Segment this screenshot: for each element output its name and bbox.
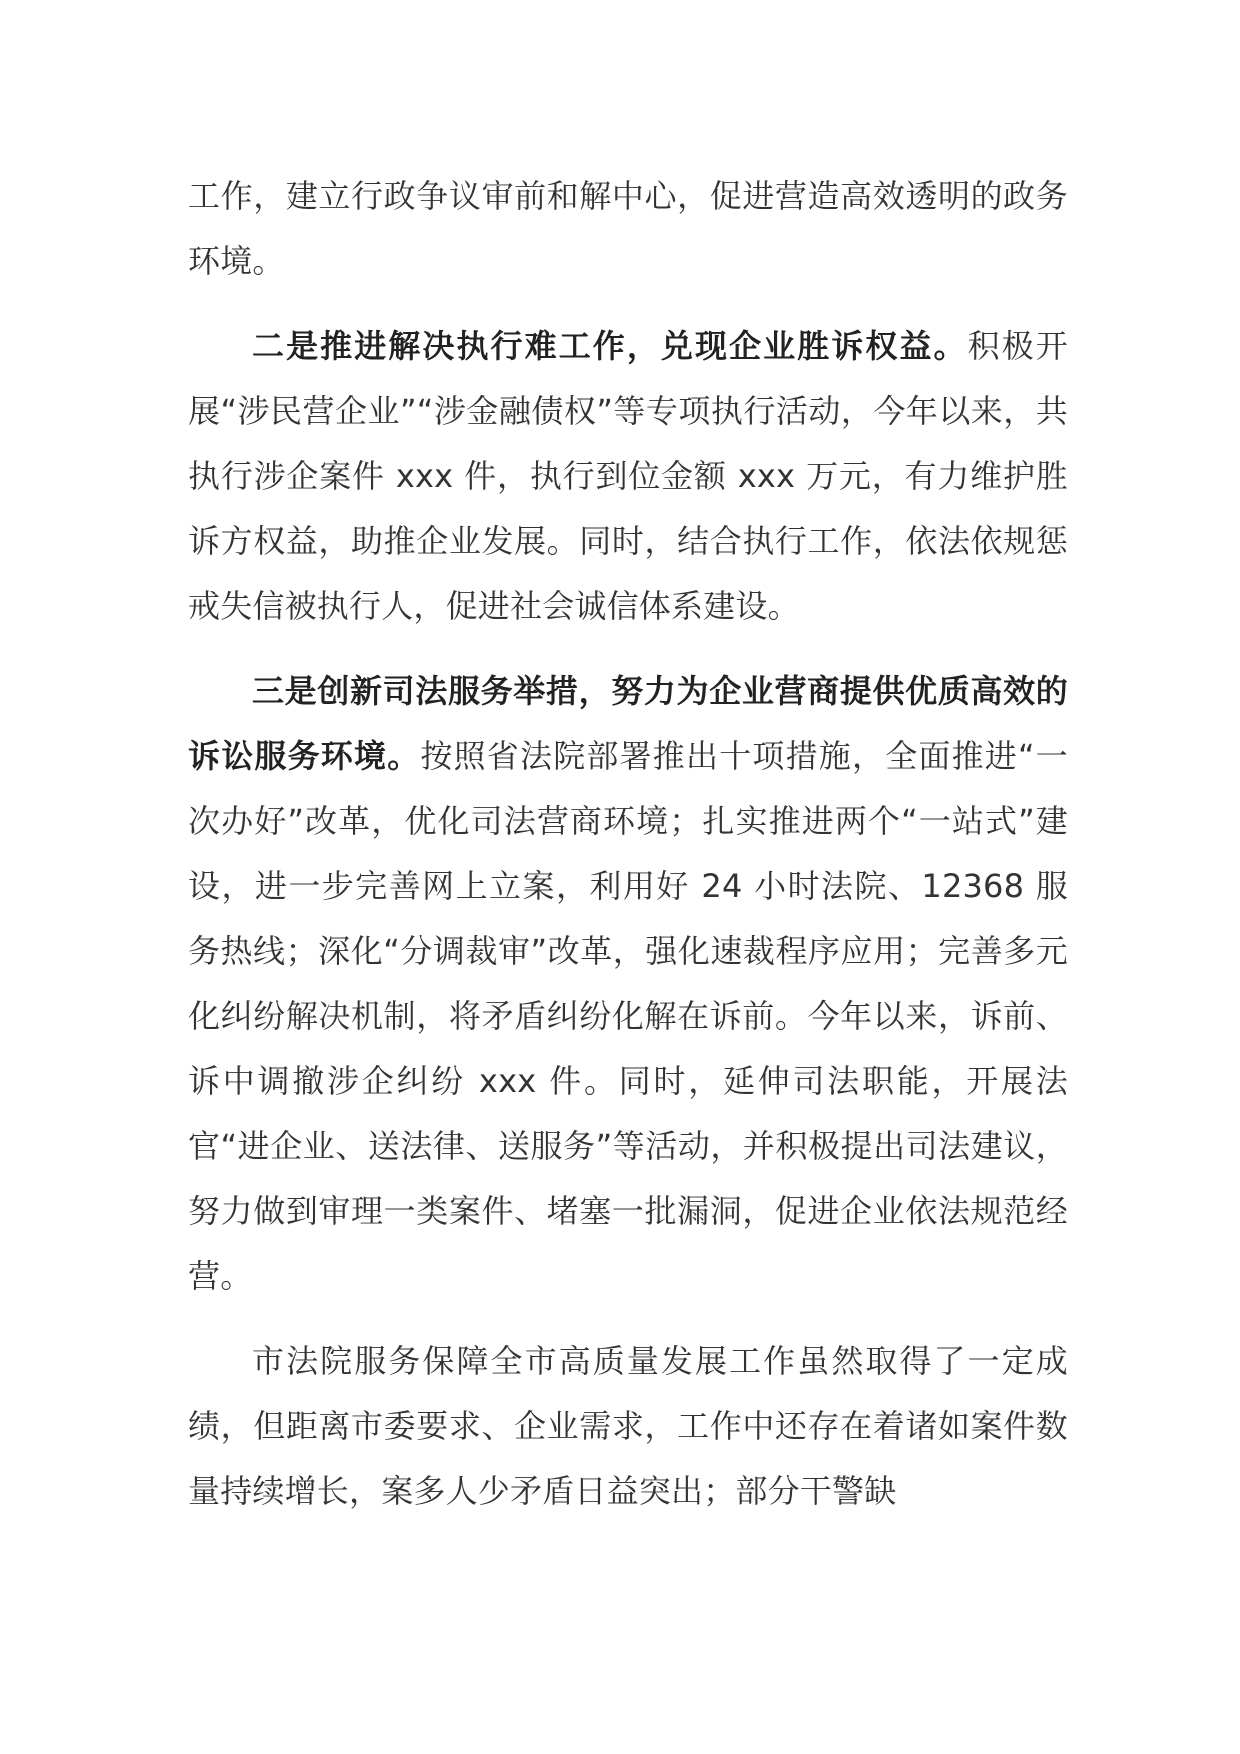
paragraph-text: 按照省法院部署推出十项措施，全面推进“一次办好”改革，优化司法营商环境；扎实推进两个“一站式”建设，进一步完善网上立案，利用好 24 小时法院、12368 服务热线；深化“分调裁审”改革，强化速裁程序应用；完善多元化纠纷解决机制，将矛盾纠纷化解在诉前。今年以来，诉前、诉中调撤涉企纠纷 xxx 件。同时，延伸司法职能，开展法官“进企业、送法律、送服务”等活动，并积极提出司法建议，努力做到审理一类案件、堵塞一批漏洞，促进企业依法规范经营。 [188, 737, 1068, 1295]
paragraph-text: 积极开展“涉民营企业”“涉金融债权”等专项执行活动，今年以来，共执行涉企案件 xxx 件，执行到位金额 xxx 万元，有力维护胜诉方权益，助推企业发展。同时，结合执行工作，依法依规惩戒失信被执行人，促进社会诚信体系建设。 [188, 327, 1068, 625]
paragraph-text: 市法院服务保障全市高质量发展工作虽然取得了一定成绩，但距离市委要求、企业需求，工作中还存在着诸如案件数量持续增长，案多人少矛盾日益突出；部分干警缺 [188, 1342, 1068, 1510]
paragraph-heading: 三是创新司法服务举措，努力为企业营商提供优质高效的诉讼服务环境。 [188, 672, 1068, 775]
document-body [188, 164, 1068, 1544]
paragraph-text: 工作，建立行政争议审前和解中心，促进营造高效透明的政务环境。 [188, 177, 1068, 280]
paragraph-judicial-service [188, 659, 1068, 1309]
paragraph-summary [188, 1329, 1068, 1524]
paragraph-continuation [188, 164, 1068, 294]
paragraph-enforcement [188, 314, 1068, 639]
paragraph-heading: 二是推进解决执行难工作，兑现企业胜诉权益。 [252, 327, 968, 365]
